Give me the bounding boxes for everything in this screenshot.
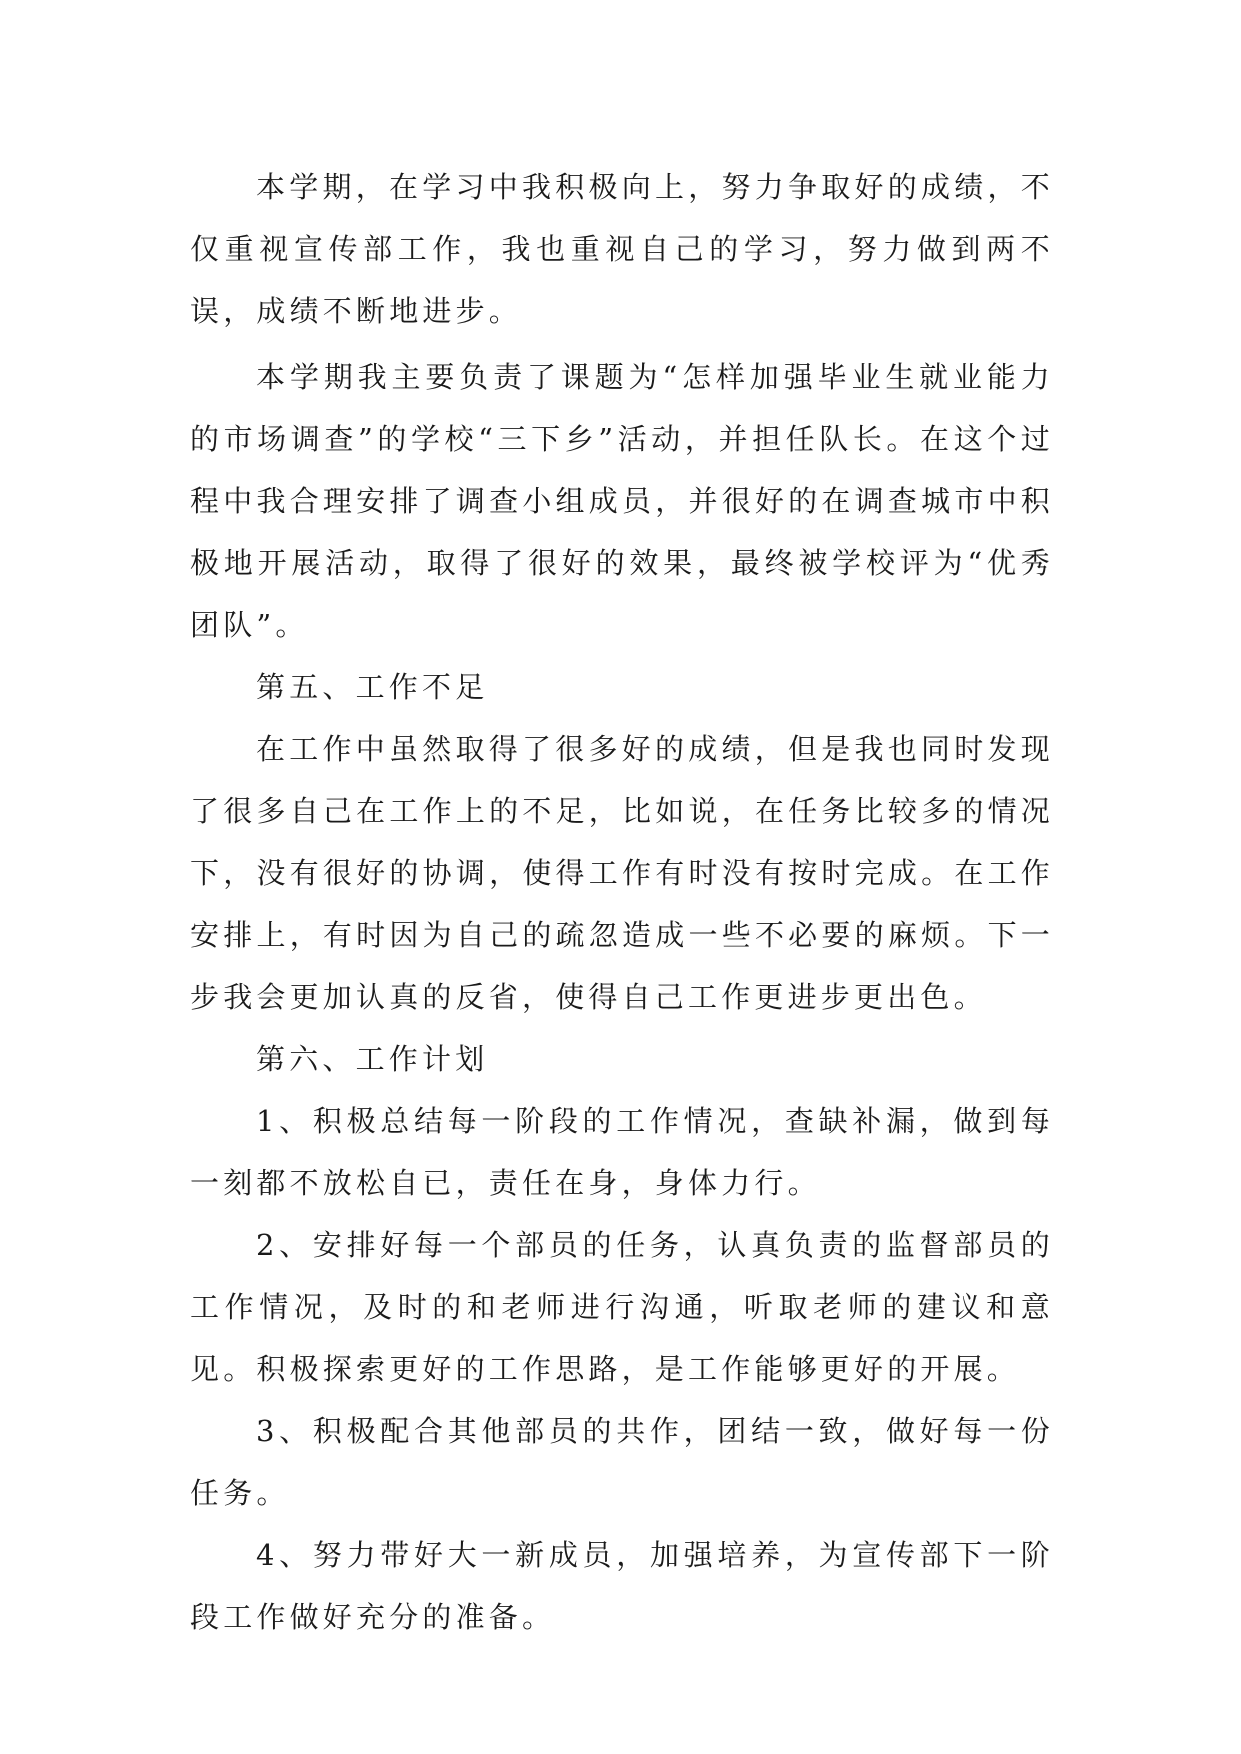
heading-shortcomings: 第五、工作不足 [256, 670, 489, 704]
paragraph-shortcomings: 在工作中虽然取得了很多好的成绩，但是我也同时发现了很多自己在工作上的不足，比如说，在任务比较多的情况下，没有很好的协调，使得工作有时没有按时完成。在工作安排上，有时因为自己的疏忽造成一些不必要的麻烦。下一步我会更加认真的反省，使得自己工作更进步更出色。 [190, 732, 1054, 1014]
paragraph-activity: 本学期我主要负责了课题为“怎样加强毕业生就业能力的市场调查”的学校“三下乡”活动，并担任队长。在这个过程中我合理安排了调查小组成员，并很好的在调查城市中积极地开展活动，取得了很好的效果，最终被学校评为“优秀团队”。 [190, 360, 1054, 642]
paragraph-study: 本学期，在学习中我积极向上，努力争取好的成绩，不仅重视宣传部工作，我也重视自己的学习，努力做到两不误，成绩不断地进步。 [190, 170, 1054, 328]
plan-item-3: 3、积极配合其他部员的共作，团结一致，做好每一份任务。 [190, 1414, 1054, 1510]
plan-item-2: 2、安排好每一个部员的任务，认真负责的监督部员的工作情况，及时的和老师进行沟通，听取老师的建议和意见。积极探索更好的工作思路，是工作能够更好的开展。 [190, 1228, 1054, 1386]
document-body [190, 156, 1054, 1648]
heading-work-plan: 第六、工作计划 [256, 1042, 489, 1076]
plan-item-1: 1、积极总结每一阶段的工作情况，查缺补漏，做到每一刻都不放松自已，责任在身，身体力行。 [190, 1104, 1054, 1200]
plan-item-4: 4、努力带好大一新成员，加强培养，为宣传部下一阶段工作做好充分的准备。 [190, 1538, 1054, 1634]
